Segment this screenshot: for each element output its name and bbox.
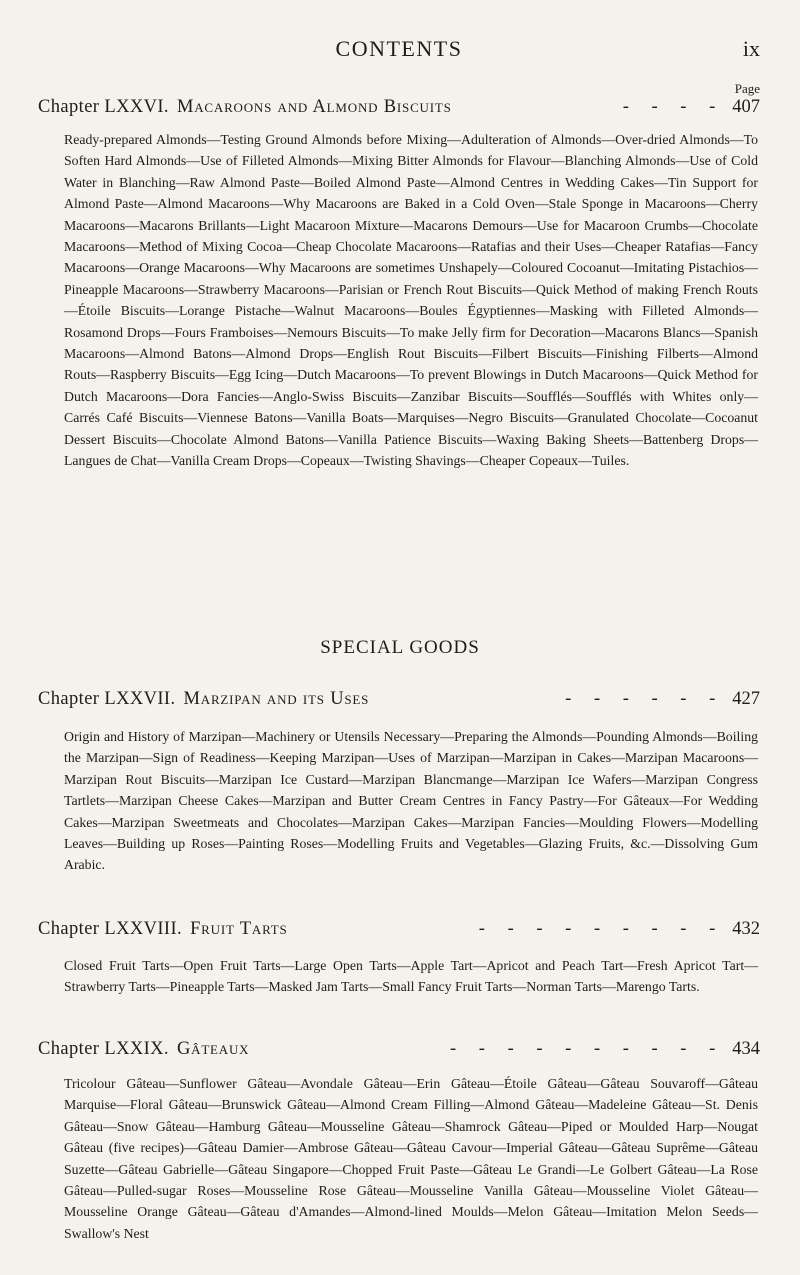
chapter-page: 432	[732, 919, 760, 939]
chapter-summary: Ready-prepared Almonds—Testing Ground Almonds before Mixing—Adulteration of Almonds—Over-dried Almonds—To Soften Hard Almonds—Use of Filleted Almonds—Mixing Bitter Almonds for Flavour—Blanching Almonds—Use of Cold Water in Blanching—Raw Almond Paste—Boiled Almond Paste—Almond Centres in Wedding Cakes—Tin Support for Almond Paste—Almond Macaroons—Why Macaroons are Baked in a Cold Oven—Stale Sponge in Macaroons—Cherry Macaroons—Macarons Brillants—Light Macaroon Mixture—Macarons Demours—Use for Macaroon Crumbs—Chocolate Macaroons—Method of Mixing Cocoa—Cheap Chocolate Macaroons—Ratafias and their Uses—Cheaper Ratafias—Fancy Macaroons—Orange Macaroons—Why Macaroons are sometimes Unshapely—Coloured Cocoanut—Imitating Pistachios—Pineapple Macaroons—Strawberry Macaroons—Parisian or French Rout Biscuits—Quick Method of making French Routs—Étoile Biscuits—Lorange Pistache—Walnut Macaroons—Boules Égyptiennes—Masking with Filleted Almonds—Rosamond Drops—Fours Framboises—Nemours Biscuits—To make Jelly firm for Decoration—Macarons Blancs—Spanish Macaroons—Almond Batons—Almond Drops—English Rout Biscuits—Filbert Biscuits—Finishing Filberts—Almond Routs—Raspberry Biscuits—Egg Icing—Dutch Macaroons—To prevent Blowings in Dutch Macaroons—Quick Method for Dutch Macaroons—Dora Fancies—Anglo-Swiss Biscuits—Zanzibar Biscuits—Soufflés—Soufflés with Whites only—Carrés Café Biscuits—Viennese Batons—Vanilla Boats—Marquises—Negro Biscuits—Granulated Chocolate—Cocoanut Dessert Biscuits—Chocolate Almond Batons—Vanilla Patience Biscuits—Waxing Baking Sheets—Battenberg Drops—Langues de Chat—Vanilla Cream Drops—Copeaux—Twisting Shavings—Cheaper Copeaux—Tuiles.	[64, 132, 758, 469]
chapter-number: Chapter LXXIX.	[38, 1039, 169, 1059]
chapter-summary: Origin and History of Marzipan—Machinery or Utensils Necessary—Preparing the Almonds—Pounding Almonds—Boiling the Marzipan—Sign of Readiness—Keeping Marzipan—Uses of Marzipan—Marzipan in Cakes—Marzipan Macaroons—Marzipan Rout Biscuits—Marzipan Ice Custard—Marzipan Blancmange—Marzipan Ice Wafers—Marzipan Congress Tartlets—Marzipan Cheese Cakes—Marzipan and Butter Cream Centres in Fancy Pastry—For Gâteaux—For Wedding Cakes—Marzipan Sweetmeats and Chocolates—Marzipan Cakes—Marzipan Fancies—Moulding Flowers—Modelling Leaves—Building up Roses—Painting Roses—Modelling Fruits and Vegetables—Glazing Fruits, &c.—Dissolving Gum Arabic.	[64, 729, 758, 873]
section-heading: SPECIAL GOODS	[320, 637, 480, 658]
chapter-page: 407	[732, 97, 760, 117]
chapter-title: Gâteaux	[176, 1039, 250, 1059]
dot-leader: - - - -	[622, 97, 725, 117]
chapter-title: Marzipan and its Uses	[183, 689, 370, 709]
chapter-page: 427	[732, 689, 760, 709]
chapter-summary: Closed Fruit Tarts—Open Fruit Tarts—Large Open Tarts—Apple Tart—Apricot and Peach Tart—Fresh Apricot Tart—Strawberry Tarts—Pineapple Tarts—Masked Jam Tarts—Small Fancy Fruit Tarts—Norman Tarts—Marengo Tarts.	[64, 958, 758, 995]
chapter-title: Macaroons and Almond Biscuits	[176, 97, 452, 117]
chapter-heading	[38, 97, 760, 123]
chapter-page: 434	[732, 1039, 760, 1059]
chapter-summary: Tricolour Gâteau—Sunflower Gâteau—Avondale Gâteau—Erin Gâteau—Étoile Gâteau—Gâteau Souvaroff—Gâteau Marquise—Floral Gâteau—Brunswick Gâteau—Almond Cream Filling—Almond Gâteau—Madeleine Gâteau—St. Denis Gâteau—Snow Gâteau—Hamburg Gâteau—Mousseline Gâteau—Shamrock Gâteau—Piped or Moulded Harp—Nougat Gâteau (five recipes)—Gâteau Damier—Ambrose Gâteau—Gâteau Cavour—Imperial Gâteau—Gâteau Suprême—Gâteau Suzette—Gâteau Gabrielle—Gâteau Singapore—Chopped Fruit Paste—Gâteau Le Grandi—Le Golbert Gâteau—La Rose Gâteau—Pulled-sugar Roses—Mousseline Rose Gâteau—Mousseline Vanilla Gâteau—Mousseline Violet Gâteau—Mousseline Orange Gâteau—Gâteau d'Amandes—Almond-lined Moulds—Melon Gâteau—Imitation Melon Seeds—Swallow's Nest	[64, 1076, 758, 1241]
page-column-label: Page	[734, 81, 760, 96]
chapter-title: Fruit Tarts	[190, 919, 288, 939]
chapter-heading	[38, 1039, 760, 1065]
chapter-heading	[38, 919, 760, 945]
page-number: ix	[742, 36, 760, 61]
running-head	[38, 36, 760, 66]
dot-leader: - - - - - -	[565, 689, 725, 709]
chapter-heading	[38, 689, 760, 715]
chapter-number: Chapter LXXVI.	[38, 97, 169, 117]
dot-leader: - - - - - - - - -	[478, 919, 725, 939]
running-title: CONTENTS	[335, 36, 463, 61]
chapter-number: Chapter LXXVII.	[38, 689, 176, 709]
chapter-number: Chapter LXXVIII.	[38, 919, 183, 939]
dot-leader: - - - - - - - - - -	[450, 1039, 725, 1059]
